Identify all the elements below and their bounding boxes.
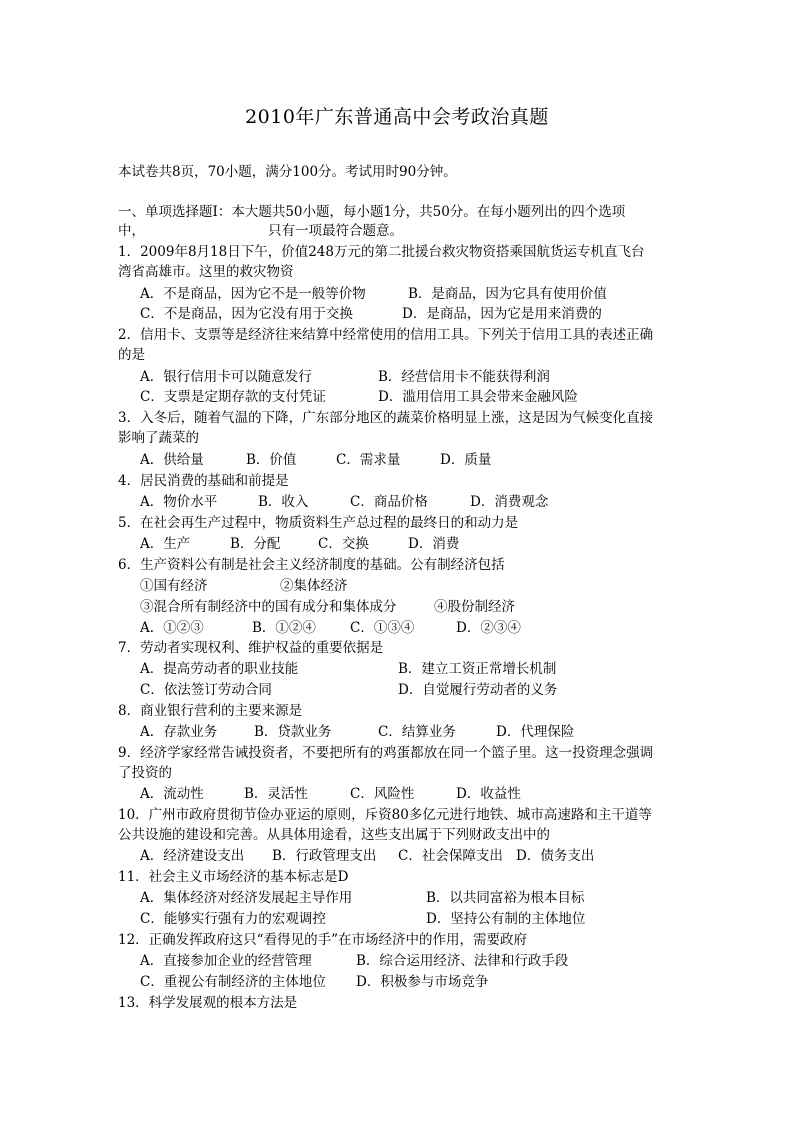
q2-option-c: C．支票是定期存款的支付凭证 <box>140 389 326 405</box>
q9-stem-line1: 9．经济学家经常告诫投资者，不要把所有的鸡蛋都放在同一个篮子里。这一投资理念强调 <box>118 745 654 761</box>
q11-option-b: B．以共同富裕为根本目标 <box>426 890 585 906</box>
q8-option-a: A．存款业务 <box>140 724 218 740</box>
q4-option-c: C．商品价格 <box>350 494 428 510</box>
q2-stem-line2: 的是 <box>118 347 145 363</box>
q5-option-b: B．分配 <box>230 536 281 552</box>
q2-stem-line1: 2．信用卡、支票等是经济往来结算中经常使用的信用工具。下列关于信用工具的表述正确 <box>118 327 654 343</box>
q12-stem-line1: 12．正确发挥政府这只“看得见的手”在市场经济中的作用，需要政府 <box>118 932 527 948</box>
q3-stem-line2: 影响了蔬菜的 <box>118 430 199 446</box>
q7-option-d: D．自觉履行劳动者的义务 <box>398 682 558 698</box>
q6-option-d: D．②③④ <box>456 620 521 636</box>
page-title: 2010年广东普通高中会考政治真题 <box>245 106 549 128</box>
q6-option-a: A．①②③ <box>140 620 204 636</box>
q11-option-c: C．能够实行强有力的宏观调控 <box>140 911 326 927</box>
q6-item-2: ②集体经济 <box>280 578 348 594</box>
q3-option-a: A．供给量 <box>140 452 204 468</box>
q4-option-b: B．收入 <box>258 494 309 510</box>
q3-stem-line1: 3．入冬后，随着气温的下降，广东部分地区的蔬菜价格明显上涨，这是因为气候变化直接 <box>118 410 654 426</box>
q3-option-d: D．质量 <box>440 452 492 468</box>
q5-stem-line1: 5．在社会再生产过程中，物质资料生产总过程的最终日的和动力是 <box>118 515 519 531</box>
q9-option-c: C．风险性 <box>350 786 415 802</box>
q10-stem-line2: 公共设施的建设和完善。从具体用途看，这些支出属于下列财政支出中的 <box>118 827 550 843</box>
q9-option-d: D．收益性 <box>456 786 521 802</box>
q2-option-d: D．滥用信用工具会带来金融风险 <box>378 389 578 405</box>
q5-option-d: D．消费 <box>408 536 460 552</box>
q10-option-a: A．经济建设支出 <box>140 848 245 864</box>
q4-option-d: D．消费观念 <box>470 494 549 510</box>
q1-stem-line1: 1．2009年8月18日下午，价值248万元的第二批援台救灾物资搭乘国航货运专机直飞台 <box>118 244 645 260</box>
q6-option-c: C．①③④ <box>350 620 415 636</box>
q8-option-b: B．贷款业务 <box>254 724 332 740</box>
q3-option-b: B．价值 <box>246 452 297 468</box>
q5-option-c: C．交换 <box>318 536 369 552</box>
q12-option-d: D．积极参与市场竞争 <box>356 974 489 990</box>
q6-item-3: ③混合所有制经济中的国有成分和集体成分 <box>140 599 397 615</box>
q10-stem-line1: 10．广州市政府贯彻节俭办亚运的原则，斥资80多亿元进行地铁、城市高速路和主干道等 <box>118 807 652 823</box>
q7-option-a: A．提高劳动者的职业技能 <box>140 661 299 677</box>
q9-stem-line2: 了投资的 <box>118 765 172 781</box>
q2-option-a: A．银行信用卡可以随意发行 <box>140 369 312 385</box>
q10-option-c: C．社会保障支出 <box>398 848 503 864</box>
q7-stem-line1: 7．劳动者实现权利、维护权益的重要依据是 <box>118 640 384 656</box>
q6-item-4: ④股份制经济 <box>434 599 515 615</box>
exam-intro: 本试卷共8页，70小题，满分100分。考试用时90分钟。 <box>118 164 457 180</box>
section-heading-line2a: 中， <box>118 223 145 239</box>
q12-option-b: B．综合运用经济、法律和行政手段 <box>356 953 569 969</box>
q11-option-d: D．坚持公有制的主体地位 <box>426 911 586 927</box>
q10-option-d: D．债务支出 <box>516 848 595 864</box>
q12-option-c: C．重视公有制经济的主体地位 <box>140 974 326 990</box>
q11-stem-line1: 11．社会主义市场经济的基本标志是D <box>118 869 349 885</box>
q8-stem-line1: 8．商业银行营利的主要来源是 <box>118 703 303 719</box>
q1-option-c: C．不是商品，因为它没有用于交换 <box>140 306 353 322</box>
q12-option-a: A．直接参加企业的经营管理 <box>140 953 312 969</box>
q4-stem-line1: 4．居民消费的基础和前提是 <box>118 473 289 489</box>
q4-option-a: A．物价水平 <box>140 494 218 510</box>
q6-stem-line1: 6．生产资料公有制是社会主义经济制度的基础。公有制经济包括 <box>118 557 505 573</box>
q9-option-b: B．灵活性 <box>244 786 308 802</box>
q7-option-b: B．建立工资正常增长机制 <box>398 661 557 677</box>
q7-option-c: C．依法签订劳动合同 <box>140 682 272 698</box>
q11-option-a: A．集体经济对经济发展起主导作用 <box>140 890 353 906</box>
q6-item-1: ①国有经济 <box>140 578 208 594</box>
q5-option-a: A．生产 <box>140 536 191 552</box>
q1-option-d: D．是商品，因为它是用来消费的 <box>402 306 602 322</box>
q3-option-c: C．需求量 <box>336 452 401 468</box>
q10-option-b: B．行政管理支出 <box>272 848 377 864</box>
section-heading-line1: 一、单项选择题I：本大题共50小题，每小题1分，共50分。在每小题列出的四个选项 <box>118 204 626 220</box>
q13-stem-line1: 13．科学发展观的根本方法是 <box>118 995 298 1011</box>
q8-option-c: C．结算业务 <box>378 724 456 740</box>
section-heading-line2b: 只有一项最符合题意。 <box>268 223 403 239</box>
q1-stem-line2: 湾省高雄市。这里的救灾物资 <box>118 264 294 280</box>
q9-option-a: A．流动性 <box>140 786 204 802</box>
q1-option-b: B．是商品，因为它具有使用价值 <box>408 286 607 302</box>
q2-option-b: B．经营信用卡不能获得利润 <box>378 369 550 385</box>
q8-option-d: D．代理保险 <box>496 724 575 740</box>
q6-option-b: B．①②④ <box>252 620 316 636</box>
q1-option-a: A．不是商品，因为它不是一般等价物 <box>140 286 366 302</box>
